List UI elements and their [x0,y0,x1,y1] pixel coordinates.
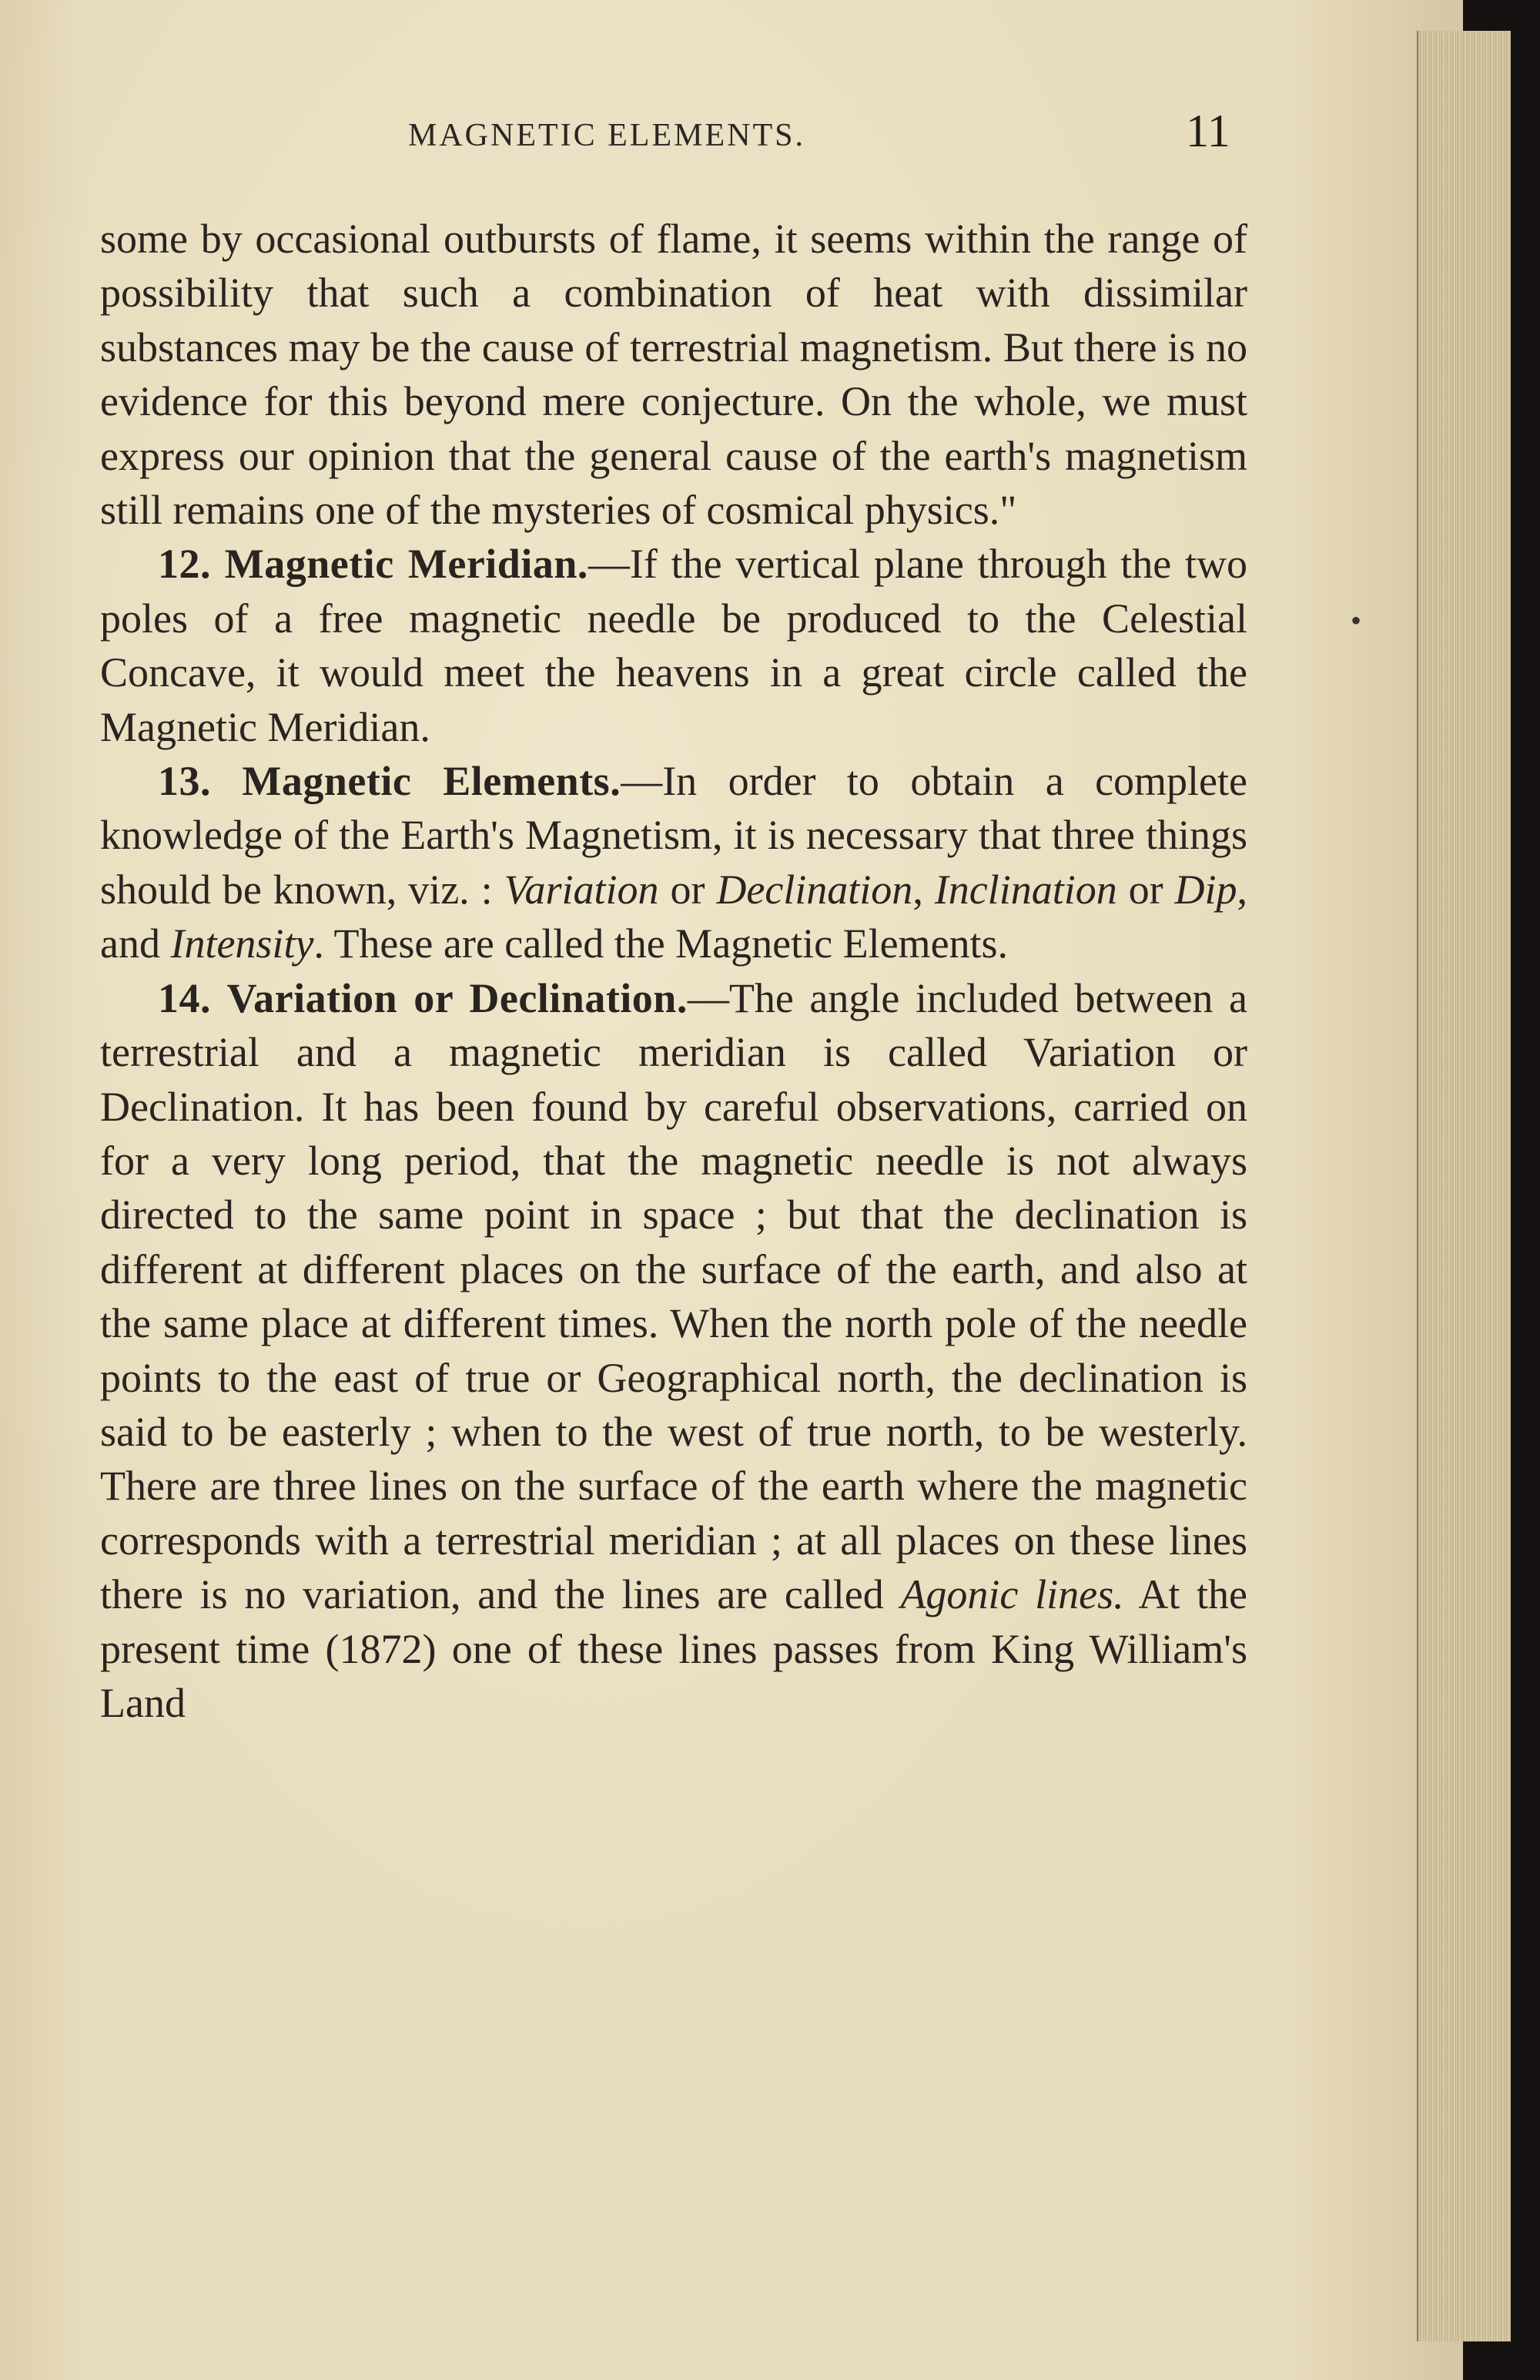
section-12-heading: Magnetic Meridian. [224,541,588,588]
term-dip: Dip [1174,866,1237,913]
term-variation: Variation [504,866,659,913]
section-13-heading: Magnetic Elements. [242,758,621,805]
page-edges [1417,31,1511,2341]
section-14-body-1: —The angle included between a terrestrial and a magnetic meridian is called Variation or Declination. It has been found by careful observations, carried on for a very long period, that the magnetic needle is not always directed to the same point in space ; but that the declination is different at different places on the surface of the earth, and also at the same place at different times. When the north pole of the needle points to the east of true or Geographical north, the declination is said to be easterly ; when to the west of true north, to be westerly. There are three lines on the surface of the earth where the magnetic corresponds with a terrestrial meridian ; at all places on these lines there is no variation, and the lines are called [100,974,1247,1618]
section-14 [100,971,1247,1731]
section-13-body-5: , and [100,866,1248,967]
section-14-body-2: At the present time (1872) one of these lines passes from King William's Land [100,1571,1247,1726]
stray-ink-mark: • [1351,603,1362,638]
section-13-body-1: —In order to obtain a complete knowledge of the Earth's Magnetism, it is necessary that three things should be known, viz. : [100,758,1247,913]
page-number: 11 [1186,106,1230,156]
continuation-text: some by occasional outbursts of flame, it seems within the range of possibility that such a combination of heat with dissimilar substances may be the cause of terrestrial magnetism. But there is no evidence for this beyond mere conjecture. On the whole, we must express our opinion that the general cause of the earth's magnetism still remains one of the mysteries of cosmical physics." [100,216,1247,534]
section-13-body-6: . These are called the Magnetic Elements. [313,920,1009,967]
section-13-body-4: or [1116,866,1175,913]
section-13-body-2: or [658,866,717,913]
section-13-number: 13. [158,758,211,805]
section-12 [100,537,1247,754]
term-intensity: Intensity [170,920,314,967]
section-12-number: 12. [158,541,211,588]
section-12-body: —If the vertical plane through the two poles of a free magnetic needle be produced to the Celestial Concave, it would meet the heavens in a great circle called the Magnetic Meridian. [100,541,1247,750]
term-inclination: Inclination [934,866,1117,913]
section-13-body-3: , [912,866,935,913]
section-13 [100,754,1247,971]
section-14-number: 14. [158,974,211,1021]
section-14-heading: Variation or Declination. [226,974,688,1021]
running-head: MAGNETIC ELEMENTS. [408,118,805,153]
continuation-paragraph [100,212,1247,537]
term-declination: Declination [716,866,913,913]
body-text [100,212,1247,1730]
page-header [0,106,1463,171]
term-agonic-lines: Agonic lines. [900,1571,1124,1618]
